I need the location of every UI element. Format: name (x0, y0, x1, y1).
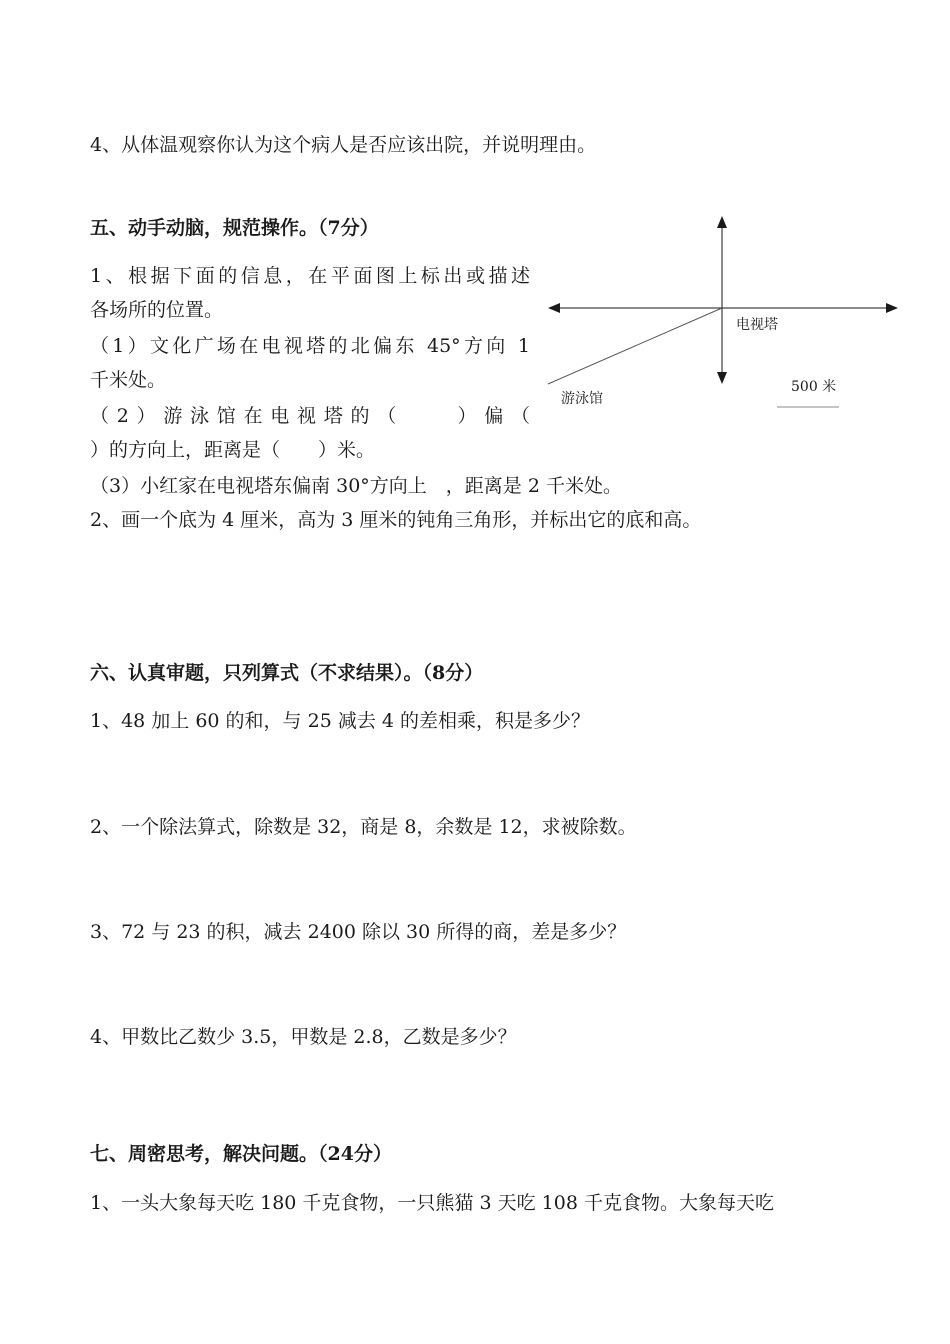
scale-label: 500 米 (791, 379, 837, 395)
south-arrow-icon (717, 372, 727, 384)
section-7-heading: 七、周密思考，解决问题。（24分） (90, 1143, 392, 1165)
section-5-sub2-line1: （2）游泳馆在电视塔的（ ）偏（ (90, 405, 530, 427)
section-5-sub1-line1: （1）文化广场在电视塔的北偏东 45°方向 1 (90, 335, 530, 357)
section-6-q3: 3、72 与 23 的积，减去 2400 除以 30 所得的商，差是多少？ (90, 921, 627, 943)
section-6-heading: 六、认真审题，只列算式（不求结果）。（8分） (90, 662, 484, 684)
tower-label: 电视塔 (736, 317, 778, 333)
section-6-q1: 1、48 加上 60 的和，与 25 减去 4 的差相乘，积是多少？ (90, 710, 590, 732)
section-5-sub2-line2: ）的方向上，距离是（ ）米。 (90, 439, 376, 461)
section-6-q2: 2、一个除法算式，除数是 32，商是 8，余数是 12，求被除数。 (90, 816, 637, 838)
section-5-q2: 2、画一个底为 4 厘米，高为 3 厘米的钝角三角形，并标出它的底和高。 (90, 509, 702, 531)
pool-direction-line (548, 308, 722, 384)
section-5-heading: 五、动手动脑，规范操作。（7分） (90, 217, 379, 239)
direction-diagram (540, 210, 910, 420)
pool-label: 游泳馆 (561, 391, 603, 407)
section-6-q4: 4、甲数比乙数少 3.5，甲数是 2.8，乙数是多少？ (90, 1026, 517, 1048)
north-arrow-icon (717, 216, 727, 228)
question-4-text: 4、从体温观察你认为这个病人是否应该出院，并说明理由。 (90, 134, 597, 156)
east-arrow-icon (886, 303, 898, 313)
section-7-q1: 1、一头大象每天吃 180 千克食物，一只熊猫 3 天吃 108 千克食物。大象每天吃 (90, 1192, 774, 1214)
west-arrow-icon (548, 303, 560, 313)
section-5-q1-line2: 各场所的位置。 (90, 299, 224, 321)
section-5-sub1-line2: 千米处。 (90, 369, 167, 391)
section-5-q1-line1: 1、根据下面的信息，在平面图上标出或描述 (90, 265, 530, 287)
section-5-sub3: （3）小红家在电视塔东偏南 30°方向上 ，距离是 2 千米处。 (90, 475, 622, 497)
